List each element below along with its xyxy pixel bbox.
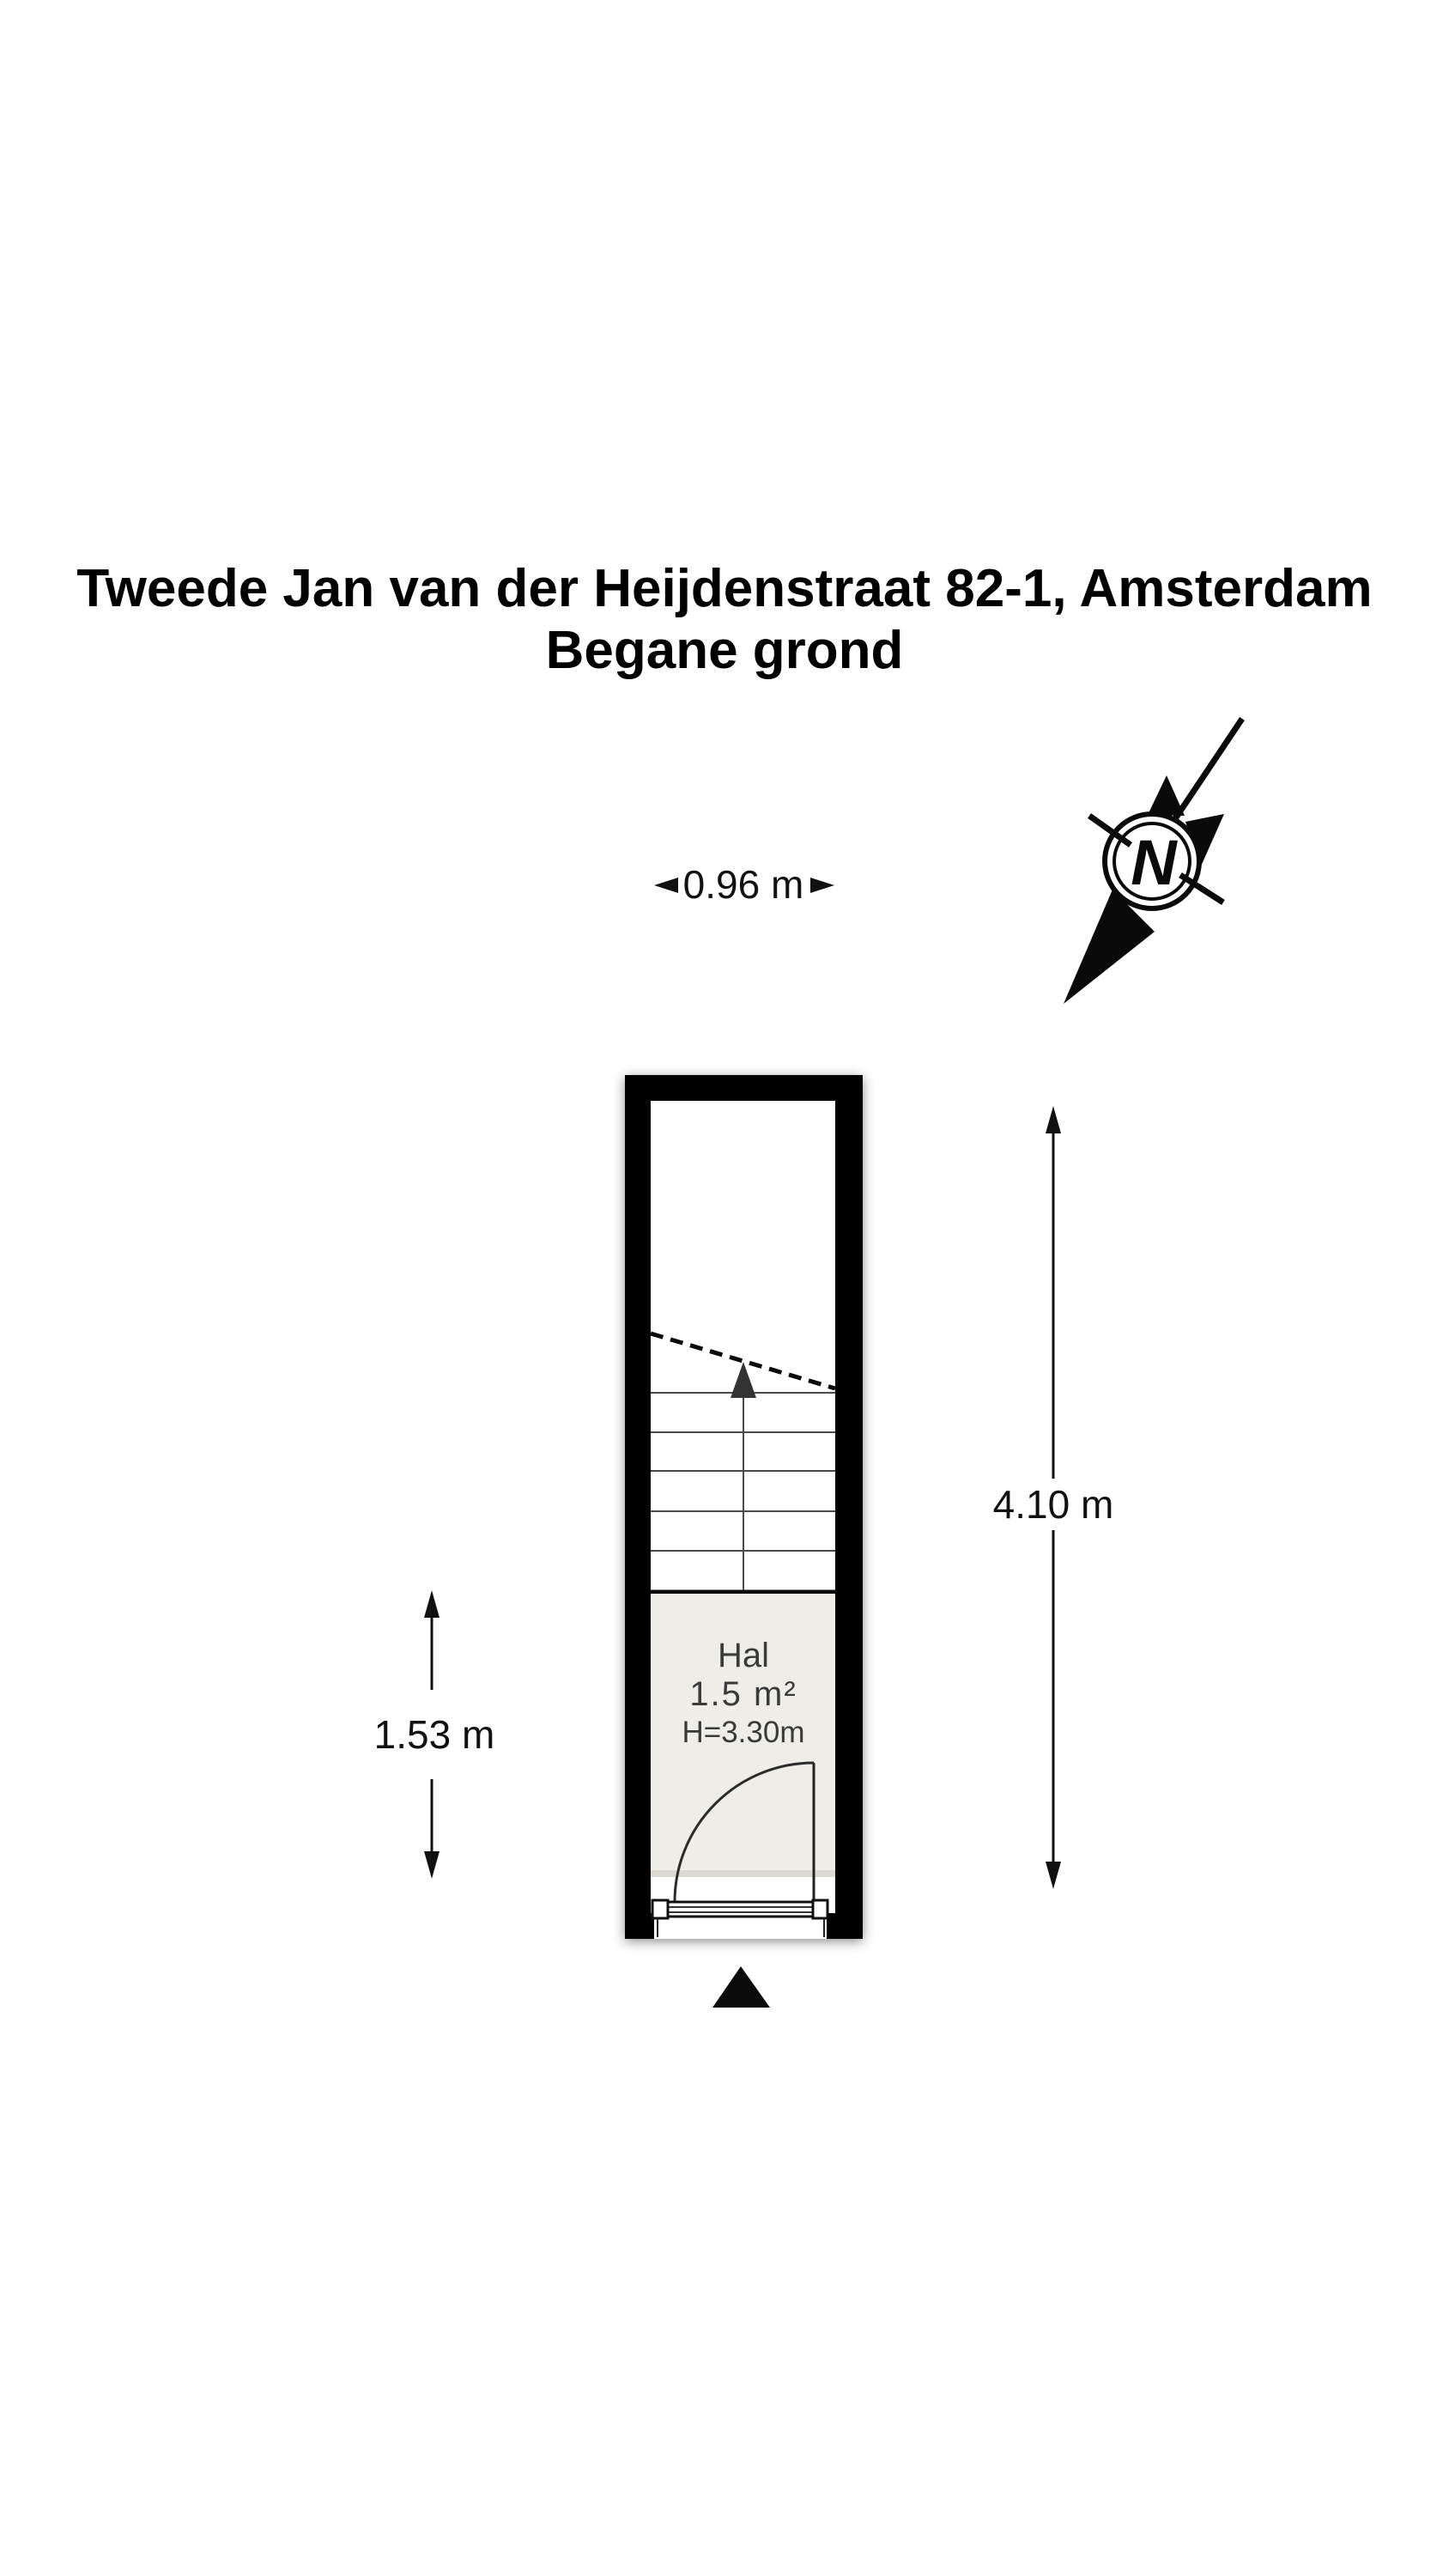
room-name-label: Hal bbox=[717, 1637, 770, 1674]
room-ceiling-height-label: H=3.30m bbox=[682, 1716, 805, 1749]
compass-top-spike bbox=[1148, 775, 1185, 816]
room-area-label: 1.5 m² bbox=[689, 1675, 797, 1713]
arrow-right-icon bbox=[810, 878, 834, 893]
arrow-up-icon bbox=[1046, 1106, 1061, 1133]
dimension-width bbox=[654, 862, 834, 907]
title-address: Tweede Jan van der Heijdenstraat 82-1, Amsterdam bbox=[76, 559, 1373, 618]
compass-icon bbox=[1064, 719, 1242, 1004]
dimension-width-label: 0.96 m bbox=[682, 862, 804, 907]
compass-north-letter: N bbox=[1131, 827, 1177, 898]
dimension-height bbox=[985, 1106, 1123, 1889]
arrow-up-icon bbox=[424, 1590, 440, 1618]
door-jamb-left bbox=[652, 1900, 668, 1918]
dimension-hall-depth-label: 1.53 m bbox=[373, 1712, 495, 1757]
arrow-down-icon bbox=[424, 1851, 440, 1879]
door-jamb-right bbox=[813, 1900, 828, 1918]
floorplan bbox=[625, 1075, 863, 2008]
room-hal bbox=[651, 1594, 835, 1877]
arrow-down-icon bbox=[1046, 1862, 1061, 1889]
entrance-arrow-icon bbox=[712, 1966, 770, 2008]
title-floor-name: Begane grond bbox=[545, 621, 904, 680]
dimension-hall-depth bbox=[374, 1590, 495, 1879]
arrow-left-icon bbox=[654, 878, 678, 893]
dimension-height-label: 4.10 m bbox=[992, 1482, 1114, 1527]
